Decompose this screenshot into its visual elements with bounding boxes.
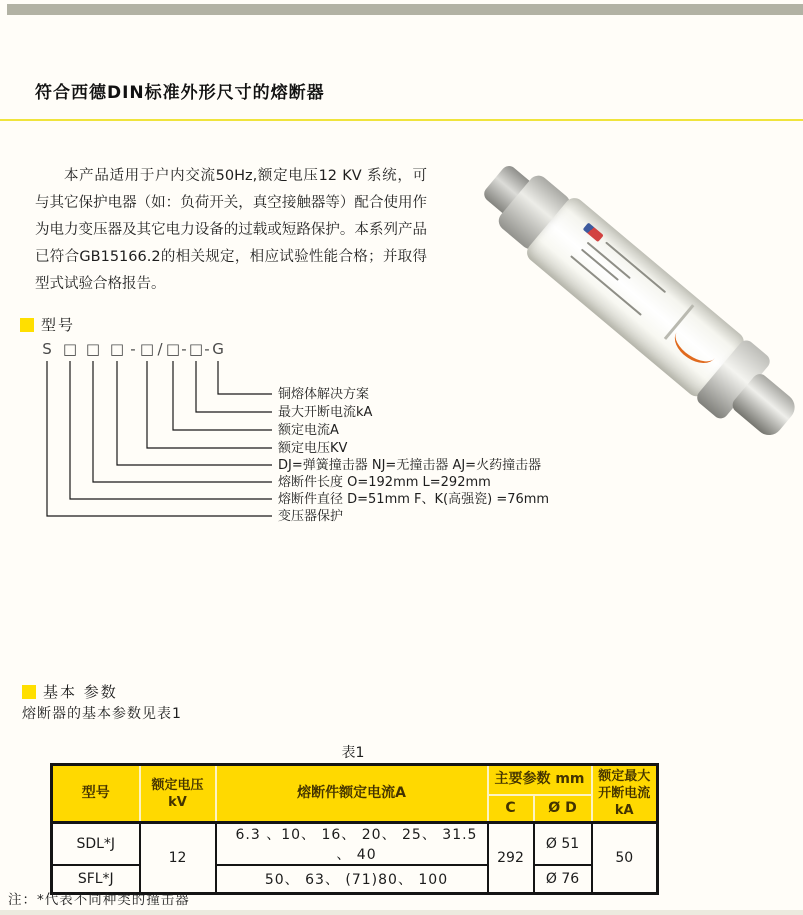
svg-text:□: □ xyxy=(139,340,155,358)
parameters-table-wrap xyxy=(50,763,659,895)
model-code xyxy=(42,340,224,358)
label-text-line xyxy=(605,241,666,293)
title-divider xyxy=(0,119,803,121)
svg-text:DJ=弹簧撞击器 NJ=无撞击器 AJ=火药撞击器: DJ=弹簧撞击器 NJ=无撞击器 AJ=火药撞击器 xyxy=(278,458,542,473)
svg-text:铜熔体解决方案: 铜熔体解决方案 xyxy=(278,387,370,402)
cell-model: SDL*J xyxy=(52,823,140,866)
col-header-current: 熔断件额定电流A xyxy=(216,765,488,823)
svg-text:最大开断电流kA: 最大开断电流kA xyxy=(278,405,373,420)
parameters-table xyxy=(50,763,659,895)
svg-text:G: G xyxy=(212,340,224,358)
top-bar xyxy=(7,4,803,15)
cell-c: 292 xyxy=(488,823,534,894)
svg-text:□: □ xyxy=(62,340,78,358)
col-header-voltage: 额定电压 kV xyxy=(140,765,216,823)
cell-model: SFL*J xyxy=(52,865,140,893)
callout-lines xyxy=(47,361,272,516)
fuse-label xyxy=(551,220,683,344)
cell-voltage: 12 xyxy=(140,823,216,894)
col-header-main-params: 主要参数 mm xyxy=(488,765,592,795)
page-bottom-edge xyxy=(0,910,803,915)
cell-d: Ø 76 xyxy=(534,865,592,893)
col-header-c: C xyxy=(488,795,534,823)
svg-text:S: S xyxy=(42,340,52,358)
svg-text:/: / xyxy=(157,340,163,358)
page-title: 符合西德DIN标准外形尺寸的熔断器 xyxy=(35,83,325,103)
svg-text:额定电流A: 额定电流A xyxy=(278,423,339,438)
callout-labels xyxy=(278,386,549,524)
yellow-square-bullet-icon xyxy=(22,685,36,699)
col-header-model: 型号 xyxy=(52,765,140,823)
intro-paragraph: 本产品适用于户内交流50Hz,额定电压12 KV 系统，可与其它保护电器（如：负荷开关，真空接触器等）配合使用作为电力变压器及其它电力设备的过载或短路保护。本系列产品已符合GB15166.2的相关规定，相应试验性能合格；并取得型式试验合格报告。 xyxy=(35,168,427,292)
params-section-heading: 基本 参数 xyxy=(22,681,118,702)
svg-text:熔断件长度 O=192mm L=292mm: 熔断件长度 O=192mm L=292mm xyxy=(278,475,491,490)
svg-text:-: - xyxy=(130,340,136,358)
col-header-d: Ø D xyxy=(534,795,592,823)
svg-text:-: - xyxy=(181,340,187,358)
params-subtitle: 熔断器的基本参数见表1 xyxy=(22,706,182,722)
svg-text:□: □ xyxy=(109,340,125,358)
cell-breaking: 50 xyxy=(592,823,658,894)
cell-currents: 50、 63、 (71)80、 100 xyxy=(216,865,488,893)
table-caption: 表1 xyxy=(341,745,365,761)
svg-text:变压器保护: 变压器保护 xyxy=(278,509,344,524)
svg-text:额定电压KV: 额定电压KV xyxy=(278,441,348,456)
model-code-diagram xyxy=(20,336,595,536)
cell-currents: 6.3 、10、 16、 20、 25、 31.5 、 40 xyxy=(216,823,488,866)
svg-text:□: □ xyxy=(165,340,181,358)
col-header-breaking: 额定最大 开断电流 kA xyxy=(592,765,658,823)
svg-text:-: - xyxy=(204,340,210,358)
model-section-heading: 型号 xyxy=(20,314,75,335)
svg-text:熔断件直径 D=51mm F、K(高强瓷) =76mm: 熔断件直径 D=51mm F、K(高强瓷) =76mm xyxy=(278,492,550,507)
brand-logo-icon xyxy=(583,222,604,242)
table-row xyxy=(52,823,658,866)
svg-text:□: □ xyxy=(85,340,101,358)
cell-d: Ø 51 xyxy=(534,823,592,866)
yellow-square-bullet-icon xyxy=(20,318,34,332)
svg-text:□: □ xyxy=(188,340,204,358)
footnote: 注：*代表不同种类的撞击器 xyxy=(8,892,190,908)
